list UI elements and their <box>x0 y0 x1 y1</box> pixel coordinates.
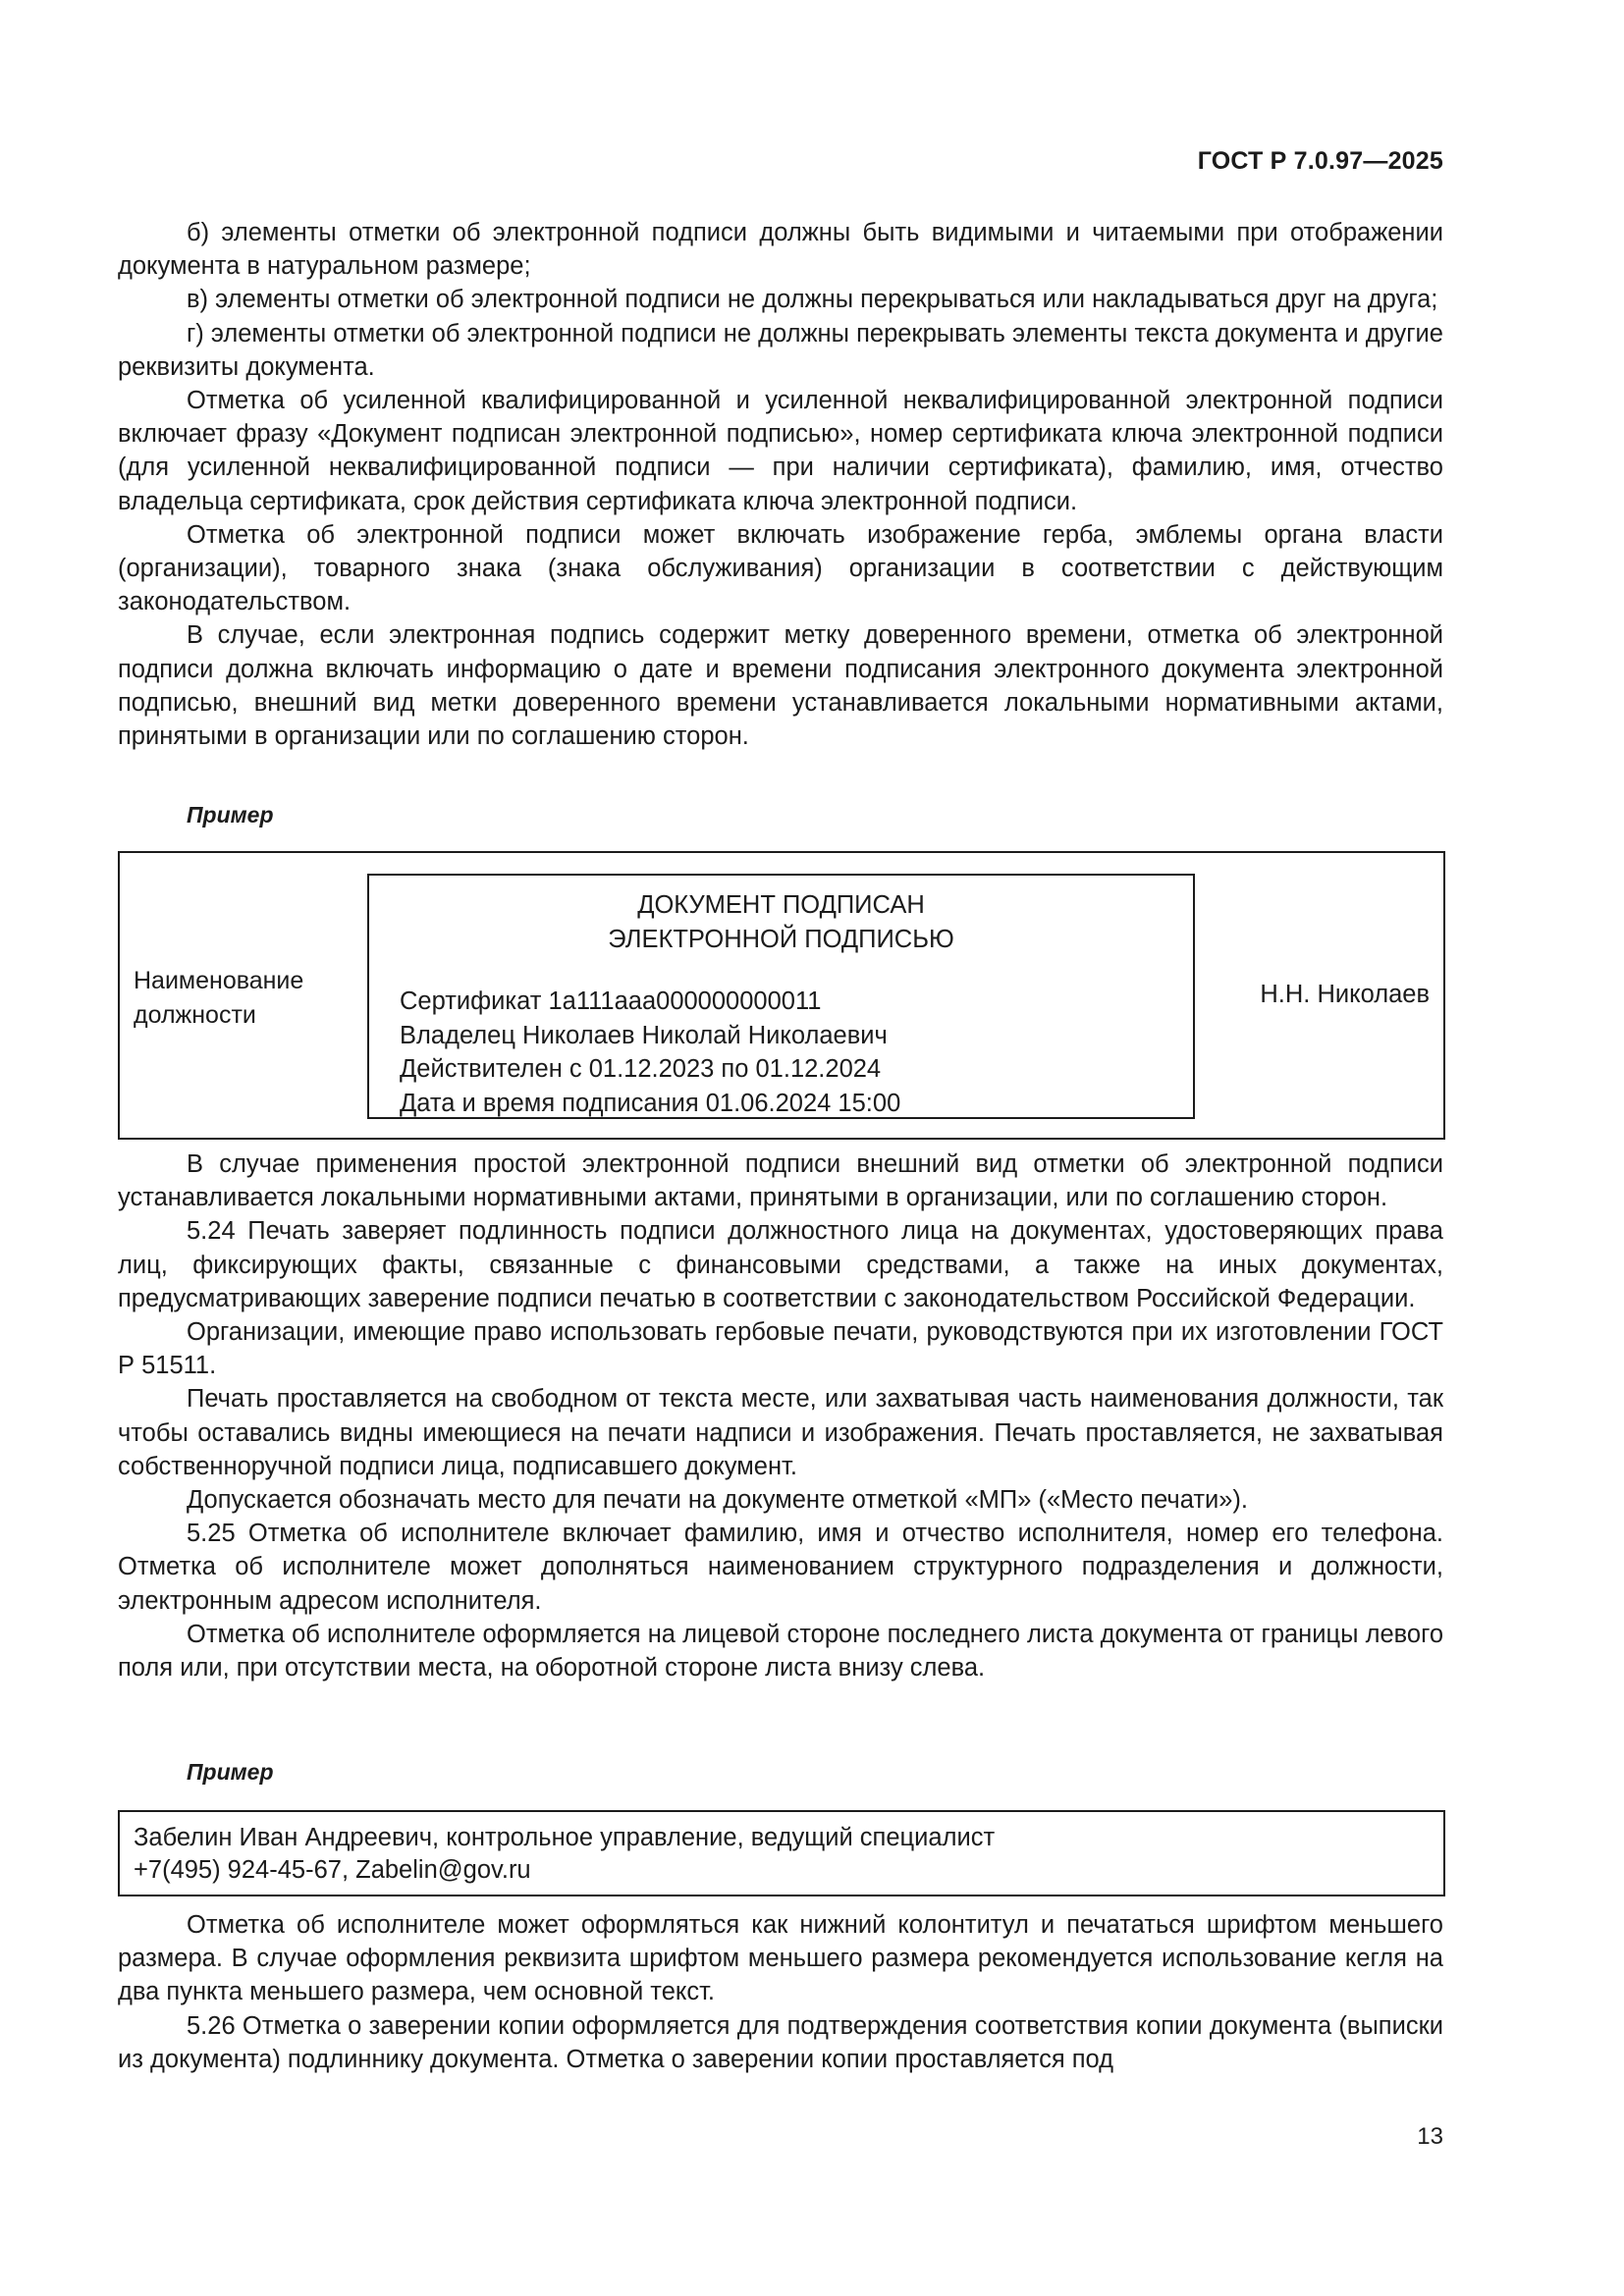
section-2-text <box>118 1148 1443 1684</box>
paragraph-seal-placement: Печать проставляется на свободном от текста месте, или захватывая часть наименования должности, так чтобы оставались видны имеющиеся на печати надписи и изображения. Печать проставляется, не захватывая собственноручной подписи лица, подписавшего документ. <box>118 1385 1443 1480</box>
executor-line-2: +7(495) 924-45-67, Zabelin@gov.ru <box>134 1856 531 1884</box>
owner-line: Владелец Николаев Николай Николаевич <box>400 1021 888 1049</box>
document-page <box>118 0 1443 2296</box>
stamp-details <box>400 985 900 1120</box>
validity-line: Действителен с 01.12.2023 по 01.12.2024 <box>400 1055 882 1083</box>
paragraph-5-24: 5.24 Печать заверяет подлинность подписи должностного лица на документах, удостоверяющих права лиц, фиксирующих факты, связанные с финансовыми средствами, а также на иных документах, предусматривающих заверение подписи печатью в соответствии с законодательством Российской Федерации. <box>118 1217 1443 1312</box>
position-line-1: Наименование <box>134 967 304 994</box>
position-title <box>134 964 303 1033</box>
paragraph-coat-of-arms-seals: Организации, имеющие право использовать гербовые печати, руководствуются при их изготовлении ГОСТ Р 51511. <box>118 1318 1443 1380</box>
paragraph-b: б) элементы отметки об электронной подписи должны быть видимыми и читаемыми при отображении документа в натуральном размере; <box>118 219 1443 281</box>
stamp-title <box>369 888 1193 957</box>
paragraph-footer-font: Отметка об исполнителе может оформляться как нижний колонтитул и печататься шрифтом меньшего размера. В случае оформления реквизита шрифтом меньшего размера рекомендуется использование кегля на два пункта меньшего размера, чем основной текст. <box>118 1911 1443 2006</box>
electronic-signature-stamp <box>367 874 1195 1119</box>
stamp-title-line-1: ДОКУМЕНТ ПОДПИСАН <box>637 891 925 919</box>
paragraph-trusted-time: В случае, если электронная подпись содержит метку доверенного времени, отметка об электронной подписи должна включать информацию о дате и времени подписания электронного документа электронной подписью, внешний вид метки доверенного времени устанавливается локальными нормативными актами, принятыми в организации или по соглашению сторон. <box>118 621 1443 751</box>
paragraph-5-26: 5.26 Отметка о заверении копии оформляется для подтверждения соответствия копии документа (выписки из документа) подлиннику документа. Отметка о заверении копии проставляется под <box>118 2011 1443 2073</box>
executor-line-1: Забелин Иван Андреевич, контрольное управление, ведущий специалист <box>134 1824 996 1851</box>
paragraph-simple-signature: В случае применения простой электронной подписи внешний вид отметки об электронной подписи устанавливается локальными нормативными актами, принятыми в организации, или по соглашению сторон. <box>118 1150 1443 1212</box>
paragraph-mp-mark: Допускается обозначать место для печати на документе отметкой «МП» («Место печати»). <box>187 1486 1249 1515</box>
signature-example-frame <box>118 851 1445 1140</box>
executor-example-frame <box>118 1810 1445 1896</box>
example-label-1: Пример <box>187 802 274 828</box>
paragraph-enhanced-signature: Отметка об усиленной квалифицированной и усиленной неквалифицированной электронной подписи включает фразу «Документ подписан электронной подписью», номер сертификата ключа электронной подписи (для усиленной неквалифицированной подписи — при наличии сертификата), фамилию, имя, отчество владельца сертификата, срок действия сертификата ключа электронной подписи. <box>118 387 1443 515</box>
section-3-text <box>118 1908 1443 2076</box>
signer-name: Н.Н. Николаев <box>1260 981 1430 1008</box>
page-number: 13 <box>1417 2123 1443 2150</box>
signed-at-line: Дата и время подписания 01.06.2024 15:00 <box>400 1089 901 1117</box>
section-1-text <box>118 216 1443 753</box>
paragraph-g: г) элементы отметки об электронной подписи не должны перекрывать элементы текста документа и другие реквизиты документа. <box>118 319 1443 381</box>
paragraph-emblem: Отметка об электронной подписи может включать изображение герба, эмблемы органа власти (организации), товарного знака (знака обслуживания) организации в соответствии с действующим законодательством. <box>118 520 1443 616</box>
paragraph-5-25: 5.25 Отметка об исполнителе включает фамилию, имя и отчество исполнителя, номер его телефона. Отметка об исполнителе может дополняться наименованием структурного подразделения и должности, электронным адресом исполнителя. <box>118 1520 1443 1615</box>
standard-code-header: ГОСТ Р 7.0.97—2025 <box>1197 147 1443 175</box>
example-label-2: Пример <box>187 1759 274 1785</box>
certificate-line: Сертификат 1a111aaa000000000011 <box>400 988 822 1015</box>
paragraph-v: в) элементы отметки об электронной подписи не должны перекрываться или накладываться друг на друга; <box>187 286 1438 314</box>
position-line-2: должности <box>134 1001 256 1029</box>
stamp-title-line-2: ЭЛЕКТРОННОЙ ПОДПИСЬЮ <box>608 926 954 953</box>
paragraph-executor-placement: Отметка об исполнителе оформляется на лицевой стороне последнего листа документа от границы левого поля или, при отсутствии места, на оборотной стороне листа внизу слева. <box>118 1620 1443 1682</box>
